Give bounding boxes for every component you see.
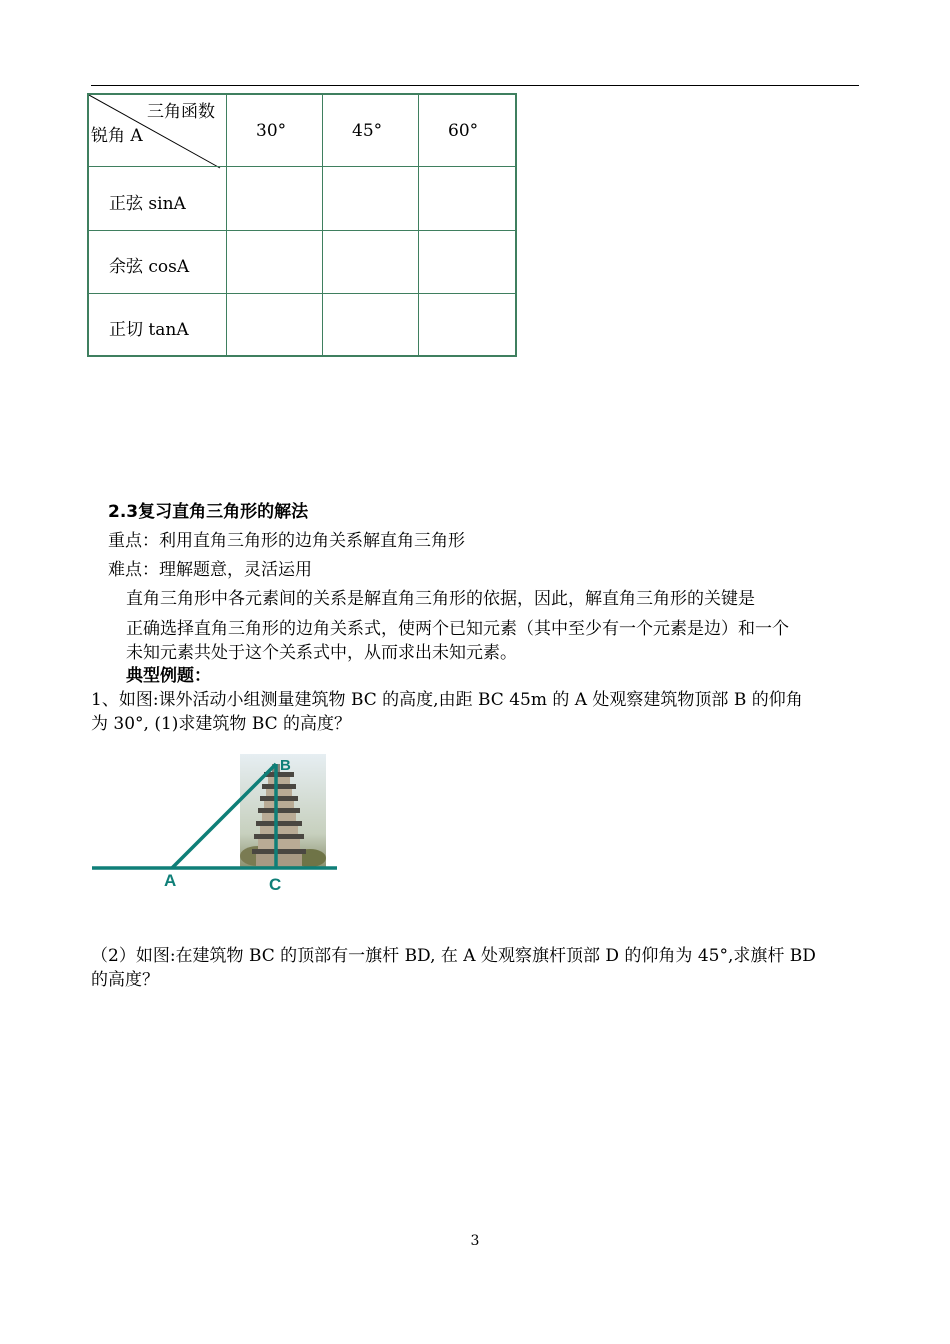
problem1-line2: 为 30°, (1)求建筑物 BC 的高度？: [91, 714, 352, 734]
row-label-cos: 余弦 cosA: [109, 257, 190, 277]
difficulty-point: 难点：理解题意，灵活运用: [108, 560, 312, 580]
trig-values-table: [87, 93, 517, 357]
label-a: A: [164, 871, 177, 890]
problem1-line1: 1、如图:课外活动小组测量建筑物 BC 的高度,由距 BC 45m 的 A 处观察建筑物顶部 B 的仰角: [91, 690, 803, 710]
header-rule: [91, 85, 859, 86]
examples-heading: 典型例题：: [126, 666, 211, 686]
problem2-line1: （2）如图:在建筑物 BC 的顶部有一旗杆 BD, 在 A 处观察旗杆顶部 D 的仰角为 45°,求旗杆 BD: [91, 946, 816, 966]
row-divider: [89, 293, 515, 294]
row-label-tan: 正切 tanA: [109, 320, 189, 340]
page-number: 3: [470, 1233, 480, 1249]
tower-elevation-figure: [88, 748, 348, 898]
key-point: 重点：利用直角三角形的边角关系解直角三角形: [108, 531, 465, 551]
col-divider: [322, 95, 323, 355]
col-divider: [226, 95, 227, 355]
angle-header-60: 60°: [448, 121, 479, 141]
label-b: B: [280, 757, 291, 774]
corner-header-bottom: 锐角 A: [91, 126, 143, 146]
angle-header-30: 30°: [256, 121, 287, 141]
label-c: C: [269, 875, 282, 894]
corner-header-top: 三角函数: [147, 102, 215, 122]
angle-header-45: 45°: [352, 121, 383, 141]
paragraph-line: 直角三角形中各元素间的关系是解直角三角形的依据，因此，解直角三角形的关键是: [126, 589, 755, 609]
row-divider: [89, 230, 515, 231]
section-heading: 2.3复习直角三角形的解法: [108, 502, 309, 522]
problem2-line2: 的高度？: [91, 970, 159, 990]
col-divider: [418, 95, 419, 355]
row-label-sin: 正弦 sinA: [109, 194, 186, 214]
row-divider: [89, 166, 515, 167]
paragraph-line: 未知元素共处于这个关系式中，从而求出未知元素。: [126, 643, 517, 663]
paragraph-line: 正确选择直角三角形的边角关系式，使两个已知元素（其中至少有一个元素是边）和一个: [126, 619, 789, 639]
